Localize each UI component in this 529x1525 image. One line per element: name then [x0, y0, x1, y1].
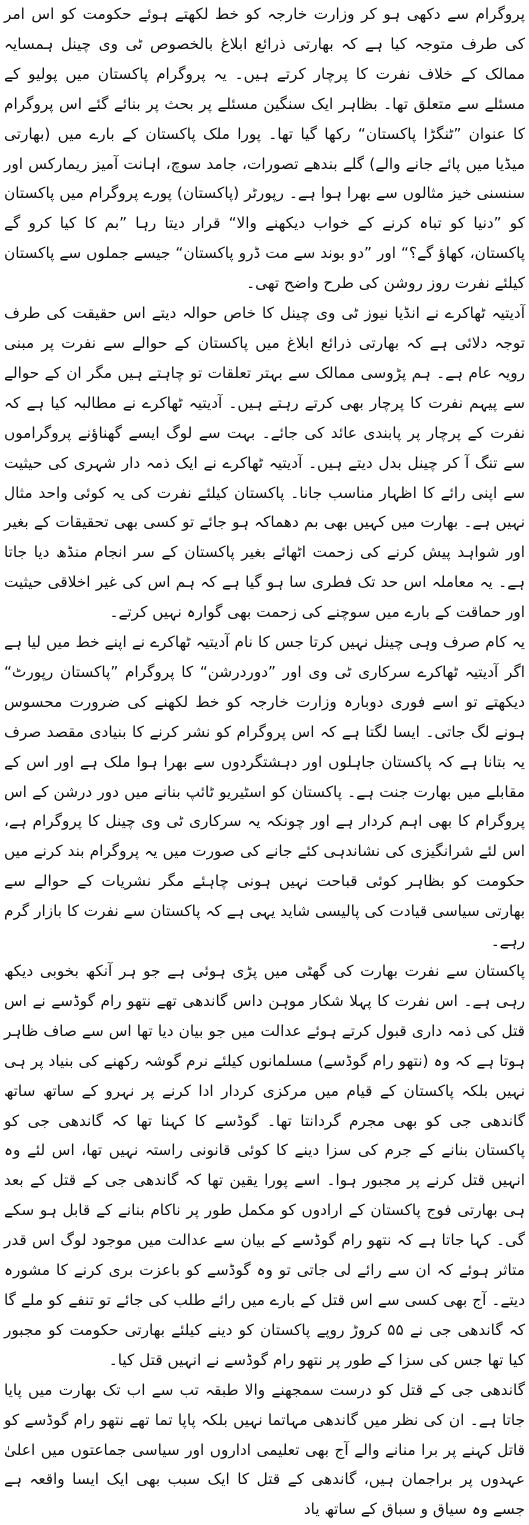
article-paragraph-3: یہ کام صرف وہی چینل نہیں کرتا جس کا نام آدیتیہ ٹھاکرے نے اپنے خط میں لیا ہے اگر آدیتیہ ٹھاکرے سرکاری ٹی وی اور ”دوردرشن“ کا پروگرام ”پاکستان رپورٹ“ دیکھتے تو اسے فوری دوبارہ وزارت خارجہ کو خط لکھنے کی ضرورت محسوس ہونے لگ جاتی۔ ایسا لگتا ہے کہ اس پروگرام کو نشر کرنے کا بنیادی مقصد صرف یہ بتانا ہے کہ پاکستان جاہلوں اور دہشتگردوں سے بھرا ہوا ملک ہے اور اس کے مقابلے میں بھارت جنت ہے۔ پاکستان کو اسٹیریو ٹائپ بنانے میں دور درشن کے اس پروگرام کا بھی اہم کردار ہے اور چونکہ یہ سرکاری ٹی وی چینل کا پروگرام ہے، اس لئے شرانگیزی کی نشاندہی کئے جانے کی صورت میں یہ پروگرام بند کرنے میں حکومت کو بظاہر کوئی قباحت نہیں ہونی چاہئے مگر نشریات کے حوالے سے بھارتی سیاسی قیادت کی پالیسی شاید یہی ہے کہ پاکستان سے نفرت کا بازار گرم رہے۔ — [4, 633, 525, 951]
article-paragraph-2: آدیتیہ ٹھاکرے نے انڈیا نیوز ٹی وی چینل کا خاص حوالہ دیتے اس حقیقت کی طرف توجہ دلائی ہے کہ بھارتی ذرائع ابلاغ میں پاکستان کے حوالے سے نفرت پر مبنی رویہ عام ہے۔ ہم پڑوسی ممالک سے بہتر تعلقات تو چاہتے ہیں مگر ان کے حوالے سے پیہم نفرت کا پرچار بھی کرتے رہتے ہیں۔ آدیتیہ ٹھاکرے نے مطالبہ کیا ہے کہ نفرت کے پرچار پر پابندی عائد کی جائے۔ بہت سے لوگ ایسے گھناؤنے پروگراموں سے تنگ آ کر چینل بدل دیتے ہیں۔ آدیتیہ ٹھاکرے نے ایک ذمہ دار شہری کی حیثیت سے اپنی رائے کا اظہار مناسب جانا۔ پاکستان کیلئے نفرت کی یہ کوئی واحد مثال نہیں ہے۔ بھارت میں کہیں بھی بم دھماکہ ہو جائے تو کسی بھی تحقیقات کے بغیر اور شواہد پیش کرنے کی زحمت اٹھائے بغیر پاکستان کے سر انجام منڈھ دیا جاتا ہے۔ یہ معاملہ اس حد تک فطری سا ہو گیا ہے کہ ہم اس کی غیر اخلاقی حیثیت اور حماقت کے بارے میں سوچنے کی زحمت بھی گوارہ نہیں کرتے۔ — [4, 304, 525, 622]
article-paragraph-5: گاندھی جی کے قتل کو درست سمجھنے والا طبقہ تب سے اب تک بھارت میں پایا جاتا ہے۔ ان کی نظر میں گاندھی مہاتما نہیں بلکہ پاپا تما تھے نتھو رام گوڈسے کو قاتل کہنے پر برا منانے والے آج بھی تعلیمی اداروں اور سیاسی جماعتوں میں اعلیٰ عہدوں پر براجمان ہیں، گاندھی کے قتل کا ایک سبب بھی ایک ایسا واقعہ ہے جسے وہ سیاق و سباق کے ساتھ یاد — [4, 1380, 525, 1519]
article-paragraph-4: پاکستان سے نفرت بھارت کی گھٹی میں پڑی ہوئی ہے جو ہر آنکھ بخوبی دیکھ رہی ہے۔ اس نفرت کا پہلا شکار موہن داس گاندھی تھے نتھو رام گوڈسے نے اس قتل کی ذمہ داری قبول کرتے ہوئے عدالت میں جو بیان دیا تھا اس سے صاف ظاہر ہوتا ہے کہ وہ (نتھو رام گوڈسے) مسلمانوں کیلئے نرم گوشہ رکھنے کی بنیاد پر ہی نہیں بلکہ پاکستان کے قیام میں مرکزی کردار ادا کرنے پر نہرو کے ساتھ ساتھ گاندھی جی کو بھی مجرم گردانتا تھا۔ گوڈسے کا کہنا تھا کہ گاندھی جی کو پاکستان بنانے کے جرم کی سزا دینے کا کوئی قانونی راستہ نہیں تھا، اس لئے وہ انہیں قتل کرنے پر مجبور ہوا۔ اسے پورا یقین تھا کہ گاندھی جی کے قتل کے بعد ہی بھارتی فوج پاکستان کے ارادوں کو مکمل طور پر ناکام بنانے کے قابل ہو سکے گی۔ کہا جاتا ہے کہ نتھو رام گوڈسے کے بیان سے عدالت میں موجود لوگ اس قدر متاثر ہوئے کہ ان سے رائے لی جاتی تو وہ گوڈسے کو باعزت بری کرنے کا مشورہ دیتے۔ آج بھی کسی سے اس قتل کے بارے میں رائے طلب کی جائے تو تنفے کو ملے گا کہ گاندھی جی نے ۵۵ کروڑ روپے پاکستان کو دینے کیلئے بھارتی حکومت کو مجبور کیا تھا جس کی سزا کے طور پر نتھو رام گوڈسے نے انہیں قتل کیا۔ — [4, 962, 525, 1369]
article-paragraph-1: پروگرام سے دکھی ہو کر وزارت خارجہ کو خط لکھتے ہوئے حکومت کو اس امر کی طرف متوجہ کیا ہے کہ بھارتی ذرائع ابلاغ بالخصوص ٹی وی چینل ہمسایہ ممالک کے خلاف نفرت کا پرچار کرتے ہیں۔ یہ پروگرام پاکستان میں پولیو کے مسئلے سے متعلق تھا۔ بظاہر ایک سنگین مسئلے پر بحث پر بنائے گئے اس پروگرام کا عنوان ”ٹنگڑا پاکستان“ رکھا گیا تھا۔ پورا ملک پاکستان کے بارے میں (بھارتی میڈیا میں پائے جانے والے) گلے بندھے تصورات، جامد سوچ، اہانت آمیز ریمارکس اور سنسنی خیز مثالوں سے بھرا ہوا ہے۔ رپورٹر (پاکستان) پورے پروگرام میں پاکستان کو ”دنیا کو تباہ کرنے کے خواب دیکھنے والا“ قرار دیتا رہا ”بم کا کیا کرو گے پاکستان، کھاؤ گے؟“ اور ”دو بوند سے مت ڈرو پاکستان“ جیسے جملوں سے پاکستان کیلئے نفرت روز روشن کی طرح واضح تھی۔ — [4, 5, 525, 293]
article-body — [4, 0, 525, 1519]
